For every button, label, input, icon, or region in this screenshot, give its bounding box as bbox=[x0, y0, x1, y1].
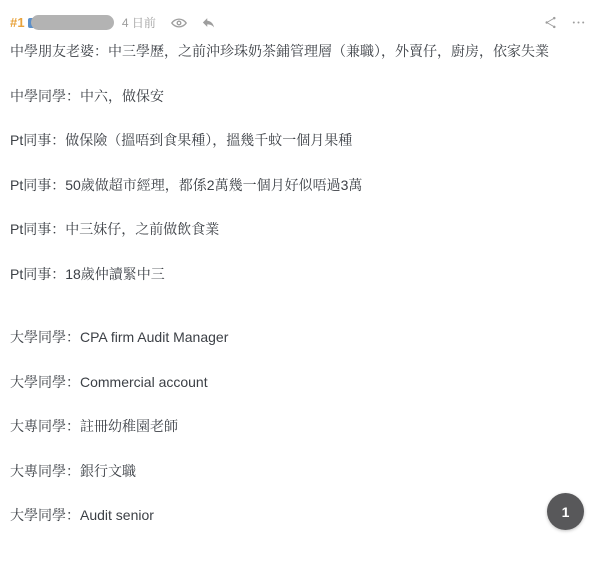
post-number: #1 bbox=[10, 15, 25, 30]
post-line: 大學同學：CPA firm Audit Manager bbox=[10, 329, 229, 345]
reply-arrow-icon[interactable] bbox=[201, 15, 216, 30]
post-line: Pt同事：18歲仲讀緊中三 bbox=[10, 265, 165, 282]
post-line: Pt同事：做保險（搵唔到食果種），搵幾千蚊一個月果種 bbox=[10, 132, 353, 148]
page-number-badge[interactable]: 1 bbox=[547, 493, 584, 530]
post-header bbox=[0, 0, 600, 32]
post-timestamp: 4 日前 bbox=[121, 16, 156, 30]
post-line: 中學朋友老婆：中三學歷，之前沖珍珠奶茶鋪管理層（兼職），外賣仔，廚房，依家失業 bbox=[10, 43, 549, 59]
post-body bbox=[0, 42, 600, 525]
post-header-left bbox=[10, 14, 216, 31]
post-line: 大學同學：Commercial account bbox=[10, 373, 208, 390]
redaction-blob bbox=[31, 15, 114, 30]
post-line: Pt同事：中三妹仔，之前做飲食業 bbox=[10, 221, 220, 237]
ellipsis-icon[interactable] bbox=[571, 15, 586, 30]
post-line: 大專同學：銀行文職 bbox=[10, 462, 136, 479]
post-line: 大學同學：Audit senior bbox=[10, 507, 154, 523]
eye-icon[interactable] bbox=[171, 15, 187, 31]
username-redacted[interactable] bbox=[28, 15, 114, 30]
post-header-right bbox=[543, 15, 586, 30]
post-line: Pt同事：50歲做超市經理，都係2萬幾一個月好似唔過3萬 bbox=[10, 176, 363, 193]
share-nodes-icon[interactable] bbox=[543, 15, 558, 30]
post-line: 中學同學：中六，做保安 bbox=[10, 87, 164, 104]
post-line: 大專同學：註冊幼稚園老師 bbox=[10, 418, 178, 434]
